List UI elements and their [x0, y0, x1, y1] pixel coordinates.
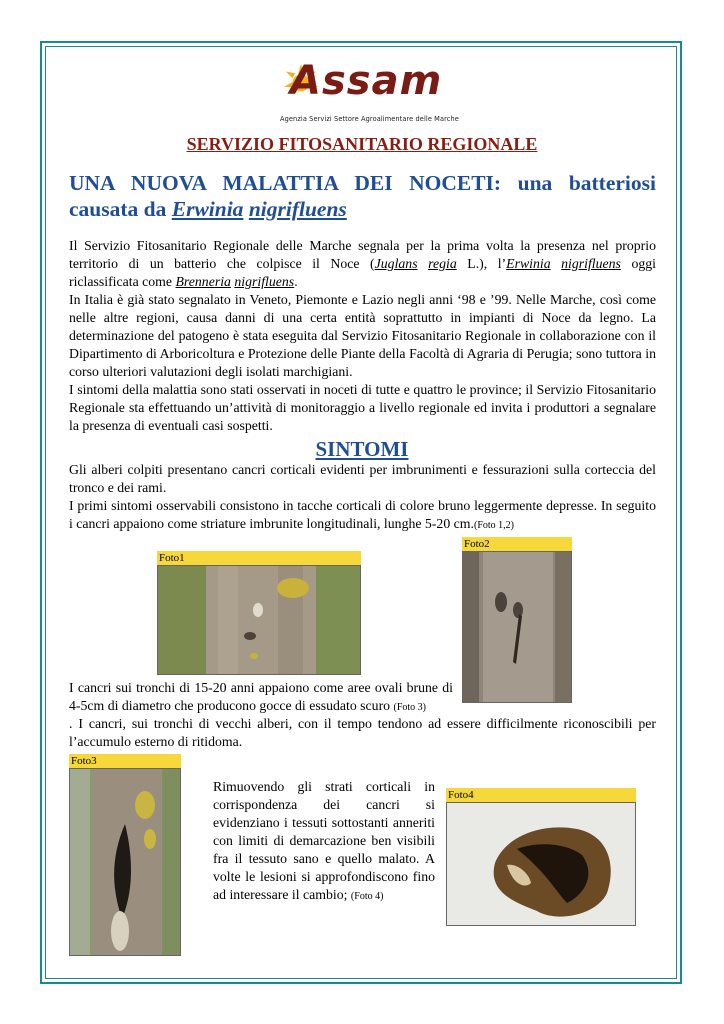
intro-paragraph	[69, 237, 656, 435]
juglans-name: Juglans	[374, 256, 418, 271]
sintomi-text-4: Rimuovendo gli strati corticali in corrispondenza dei cancri si evidenziano i tessuti sottostanti anneriti con limiti di demarcazione ben visibili fra il tessuto sano e quello malato. A volte le lesioni si approfondiscono fino ad interessare il cambio;	[213, 779, 435, 902]
sintomi-text-1: Gli alberi colpiti presentano cancri corticali evidenti per imbrunimenti e fessurazioni sulla corteccia del tronco e dei rami.	[69, 462, 656, 495]
intro-line-3	[69, 273, 656, 291]
intro-text-b: L.), l’	[456, 256, 507, 271]
foto4-wood-picture	[447, 803, 636, 926]
photo-ref-1-2: (Foto 1,2)	[473, 520, 514, 531]
title-prefix: causata da	[69, 197, 172, 221]
logo-wordmark: Assam	[290, 58, 443, 104]
foto1-bark-picture	[158, 566, 361, 675]
title-species: nigrifluens	[248, 197, 347, 221]
intro-paragraph-3: I sintomi della malattia sono stati osservati in noceti di tutte e quattro le province; il Servizio Fitosanitario Regionale sta effettuando un’attività di monitoraggio a livello regionale ed invita i produttori a segnalare la presenza di eventuali casi sospetti.	[69, 382, 656, 433]
intro-text-d: riclassificata come	[69, 274, 176, 289]
intro-paragraph-2: In Italia è già stato segnalato in Veneto, Piemonte e Lazio negli anni ‘98 e ’99. Nelle Marche, così come nelle altre regioni, causa danni di una certa entità soprattutto in impianti di Noce da legno. La determinazione del patogeno è stata eseguita dal Servizio Fitosanitario Regionale in collaborazione con il Dipartimento di Arboricoltura e Protezione delle Piante della Facoltà di Agraria di Perugia; sono tuttora in corso ulteriori valutazioni degli isolati marchigiani.	[69, 292, 656, 379]
assam-logo	[278, 57, 459, 129]
foto2-image	[462, 551, 572, 703]
intro-text-a: territorio di un batterio che colpisce il Noce (	[69, 256, 375, 271]
photo-ref-4: (Foto 4)	[350, 891, 384, 902]
foto3-bark-picture	[70, 769, 181, 956]
intro-text-e: .	[294, 274, 298, 289]
sintomi-heading: SINTOMI	[315, 437, 409, 461]
intro-line-2	[69, 255, 656, 273]
sintomi-text-2: I primi sintomi osservabili consistono in tacche corticali di colore bruno leggermente depresse. In seguito i cancri appaiono come striature imbrunite longitudinali, lunghe 5-20 cm.	[69, 498, 656, 531]
sintomi-paragraph-3b	[69, 715, 656, 751]
sintomi-paragraph-3	[69, 679, 453, 717]
erwinia-name: Erwinia	[506, 256, 551, 271]
page-title-line1: UNA NUOVA MALATTIA DEI NOCETI: una batteriosi	[69, 171, 656, 195]
foto4-label: Foto4	[446, 788, 636, 802]
foto1-label: Foto1	[157, 551, 361, 565]
sintomi-text-3b: . I cancri, sui tronchi di vecchi alberi, con il tempo tendono ad essere difficilmente riconoscibili per l’accumulo esterno di ritidoma.	[69, 716, 656, 749]
foto2-label: Foto2	[462, 537, 572, 551]
sintomi-text-3a: I cancri sui tronchi di 15-20 anni appaiono come aree ovali brune di 4-5cm di diametro che producono gocce di essudato scuro	[69, 680, 453, 713]
sintomi-paragraph-4	[213, 778, 435, 906]
intro-line-1: Il Servizio Fitosanitario Regionale delle Marche segnala per la prima volta la presenza nel proprio	[69, 238, 656, 253]
brenneria-name: Brenneria	[175, 274, 231, 289]
sintomi-paragraph-1	[69, 461, 656, 535]
nigrifluens-name: nigrifluens	[561, 256, 621, 271]
title-genus: Erwinia	[171, 197, 244, 221]
sintomi-text-2-wrap	[69, 497, 656, 535]
foto4-image	[446, 802, 636, 926]
regia-name: regia	[428, 256, 457, 271]
foto2-bark-picture	[463, 552, 572, 703]
intro-text-c: oggi	[620, 256, 656, 271]
logo-subtitle: Agenzia Servizi Settore Agroalimentare delle Marche	[280, 115, 459, 123]
foto1-image	[157, 565, 361, 675]
foto3-label: Foto3	[69, 754, 181, 768]
service-heading: SERVIZIO FITOSANITARIO REGIONALE	[186, 134, 538, 154]
nigrifluens-name-2: nigrifluens	[234, 274, 295, 289]
foto3-image	[69, 768, 181, 956]
page-title-line2	[69, 197, 347, 222]
photo-ref-3: (Foto 3)	[393, 702, 427, 713]
